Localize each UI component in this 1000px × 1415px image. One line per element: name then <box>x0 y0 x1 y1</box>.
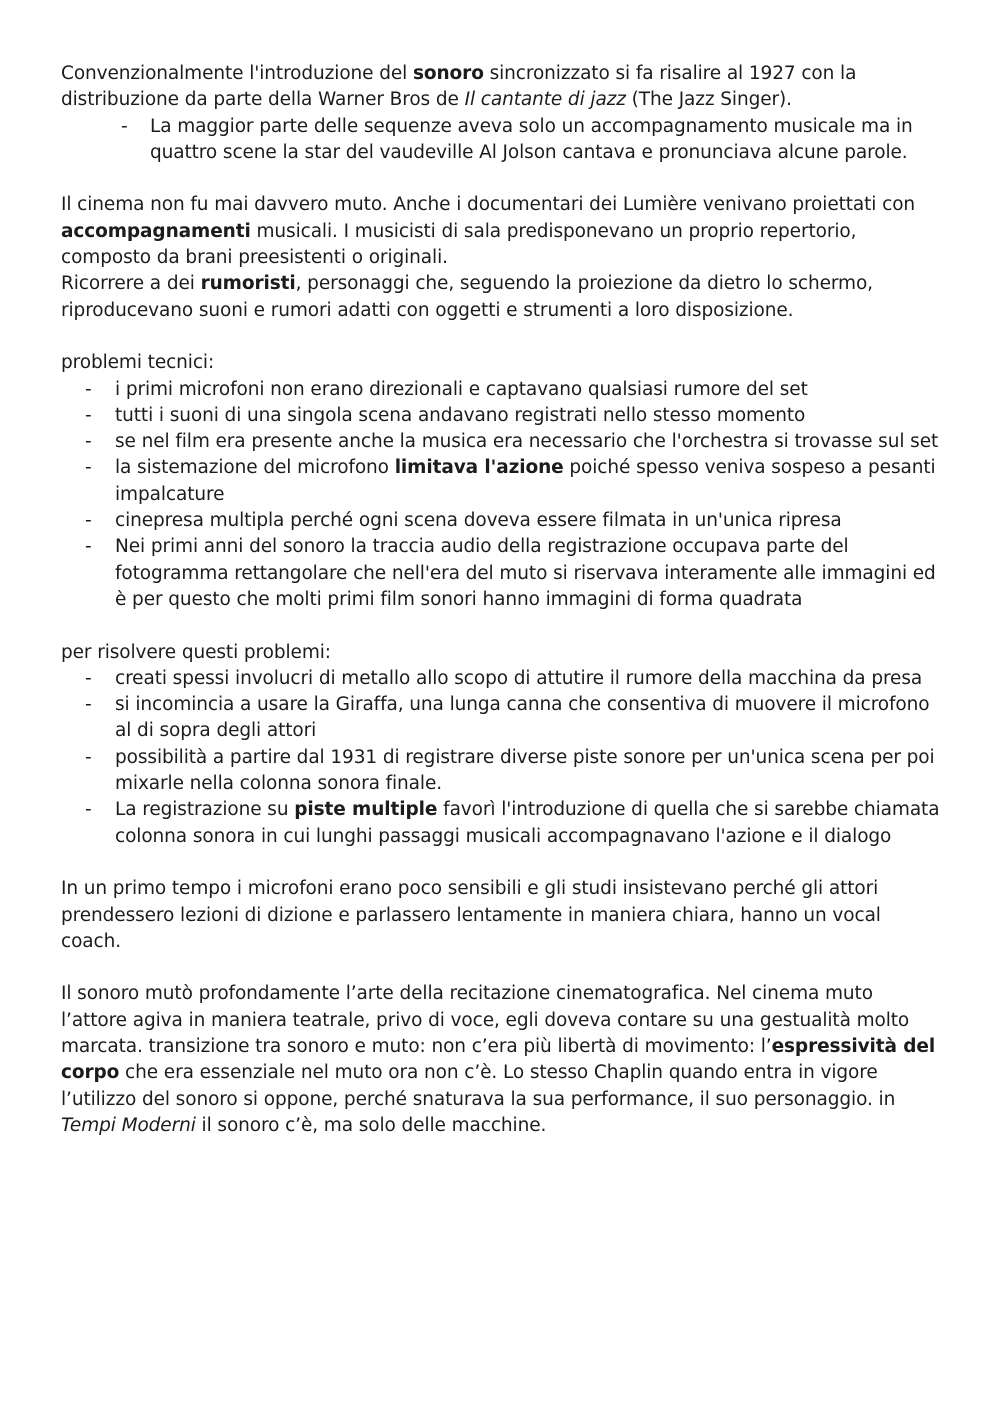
text: Il cinema non fu mai davvero muto. Anche i documentari dei Lumière venivano proiettati con <box>61 194 916 216</box>
text: poiché spesso veniva sospeso a pesanti impalcature <box>115 457 936 505</box>
list-item <box>61 429 943 455</box>
list-item <box>61 508 943 534</box>
text: sincronizzato si fa risalire al 1927 con la distribuzione da parte della Warner Bros de <box>61 63 857 111</box>
dash-bullet: - <box>85 404 92 426</box>
dash-bullet: - <box>85 799 92 821</box>
list-item-text: La maggior parte delle sequenze aveva solo un accompagnamento musicale ma in quattro scene la star del vaudeville Al Jolson cantava e pronunciava alcune parole. <box>150 115 913 163</box>
text: favorì l'introduzione di quella che si sarebbe chiamata colonna sonora in cui lunghi passaggi musicali accompagnavano l'azione e il dialogo <box>115 799 940 847</box>
text: musicali. I musicisti di sala predisponevano un proprio repertorio, composto da brani preesistenti o originali. <box>61 220 857 269</box>
list-item <box>61 534 943 613</box>
list-item-text: possibilità a partire dal 1931 di registrare diverse piste sonore per un'unica scena per poi mixarle nella colonna sonora finale. <box>115 746 935 795</box>
text: Convenzionalmente l'introduzione del <box>61 63 413 84</box>
intro-list <box>61 114 943 167</box>
list-item <box>61 692 943 745</box>
list-item <box>61 377 943 403</box>
paragraph-gap <box>61 955 943 981</box>
dash-bullet: - <box>85 431 92 453</box>
list-item-text: creati spessi involucri di metallo allo scopo di attutire il rumore della macchina da presa <box>115 667 923 689</box>
bold-term: sonoro <box>412 63 484 84</box>
paragraph-cinema-muto <box>61 192 943 271</box>
paragraph-gap <box>61 324 943 350</box>
dash-bullet: - <box>121 115 128 137</box>
text: Ricorrere a dei <box>61 273 201 295</box>
solutions-heading: per risolvere questi problemi: <box>61 641 331 663</box>
list-item-text: si incomincia a usare la Giraffa, una lunga canna che consentiva di muovere il microfono al di sopra degli attori <box>115 694 930 742</box>
italic-title: Il cantante di jazz <box>464 89 626 111</box>
paragraph-rumoristi <box>61 271 943 324</box>
paragraph-gap <box>61 613 943 639</box>
solutions-list <box>61 666 943 850</box>
list-item-text: Nei primi anni del sonoro la traccia audio della registrazione occupava parte del fotogramma rettangolare che nell'era del muto si riservava interamente alle immagini ed è per questo che molti primi film sonori hanno immagini di forma quadrata <box>115 536 936 610</box>
dash-bullet: - <box>85 694 92 716</box>
list-item-text: i primi microfoni non erano direzionali e captavano qualsiasi rumore del set <box>115 378 808 400</box>
dash-bullet: - <box>85 536 92 558</box>
text: (The Jazz Singer). <box>625 89 792 111</box>
italic-title: Tempi Moderni <box>61 1114 196 1136</box>
list-item-text: se nel film era presente anche la musica era necessario che l'orchestra si trovasse sul set <box>115 431 939 453</box>
problems-list <box>61 377 943 614</box>
list-item-text: cinepresa multipla perché ogni scena doveva essere filmata in un'unica ripresa <box>115 510 842 532</box>
paragraph-gap <box>61 850 943 876</box>
paragraph-microfoni: In un primo tempo i microfoni erano poco sensibili e gli studi insistevano perché gli attori prendessero lezioni di dizione e parlassero lentamente in maniera chiara, hanno un vocal coach. <box>61 878 881 952</box>
text: la sistemazione del microfono <box>115 457 395 479</box>
dash-bullet: - <box>85 510 92 532</box>
list-item <box>61 666 943 692</box>
list-item <box>61 114 943 167</box>
bold-term: accompagnamenti <box>61 220 251 242</box>
list-item <box>61 403 943 429</box>
paragraph-sonoro-intro <box>61 61 943 114</box>
bold-term: espressività del corpo <box>61 1035 936 1084</box>
list-item <box>61 745 943 798</box>
document-page <box>61 61 943 1139</box>
dash-bullet: - <box>85 746 92 768</box>
dash-bullet: - <box>85 457 92 479</box>
text: che era essenziale nel muto ora non c’è. Lo stesso Chaplin quando entra in vigore l’utilizzo del sonoro si oppone, perché snaturava la sua performance, il suo personaggio. in <box>61 1062 896 1110</box>
text: il sonoro c’è, ma solo delle macchine. <box>195 1114 547 1136</box>
paragraph-recitazione <box>61 981 943 1139</box>
text: La registrazione su <box>115 799 295 821</box>
list-item <box>61 455 943 508</box>
text: Il sonoro mutò profondamente l’arte della recitazione cinematografica. Nel cinema muto l’attore agiva in maniera teatrale, privo di voce, egli doveva contare su una gestualità molto marcata. transizione tra sonoro e muto: non c’era più libertà di movimento: l’ <box>61 983 910 1057</box>
list-item <box>61 797 943 850</box>
problems-heading: problemi tecnici: <box>61 352 215 374</box>
dash-bullet: - <box>85 667 92 689</box>
dash-bullet: - <box>85 378 92 400</box>
bold-term: limitava l'azione <box>394 457 564 479</box>
bold-term: piste multiple <box>294 799 438 821</box>
text: , personaggi che, seguendo la proiezione da dietro lo schermo, riproducevano suoni e rumori adatti con oggetti e strumenti a loro disposizione. <box>61 273 873 321</box>
bold-term: rumoristi <box>200 273 296 295</box>
list-item-text: tutti i suoni di una singola scena andavano registrati nello stesso momento <box>115 404 806 426</box>
paragraph-gap <box>61 166 943 192</box>
